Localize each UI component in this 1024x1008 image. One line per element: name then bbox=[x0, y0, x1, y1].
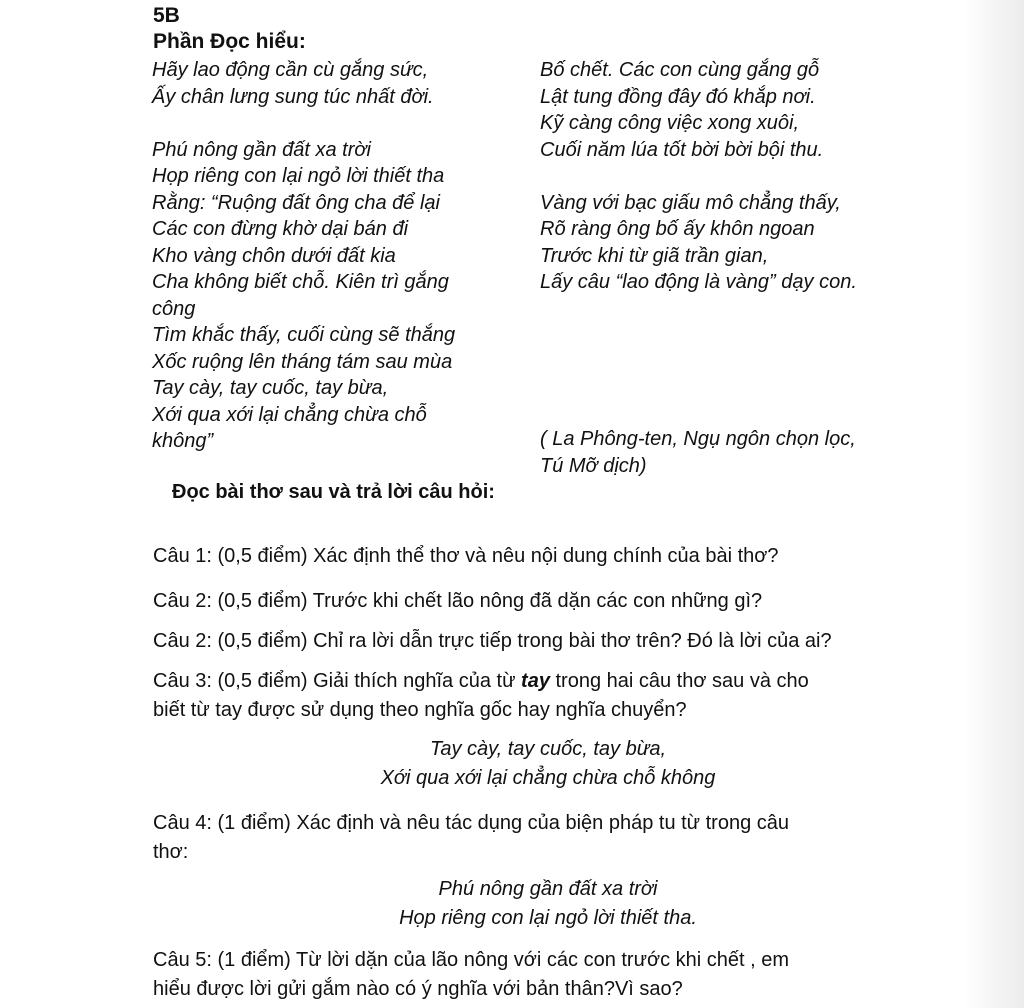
poem-line: Xốc ruộng lên tháng tám sau mùa bbox=[152, 350, 453, 373]
poem-line: Xới qua xới lại chẳng chừa chỗ bbox=[152, 403, 427, 426]
poem-line: không” bbox=[152, 430, 214, 452]
poem-line: Họp riêng con lại ngỏ lời thiết tha bbox=[152, 165, 445, 187]
section-title: Phần Đọc hiểu: bbox=[153, 30, 306, 53]
poem-line: Rõ ràng ông bố ấy khôn ngoan bbox=[540, 218, 815, 240]
poem-line: Rằng: “Ruộng đất ông cha để lại bbox=[152, 191, 440, 214]
source-line: Tú Mỡ dịch) bbox=[540, 454, 647, 477]
poem-line: Các con đừng khờ dại bán đi bbox=[152, 218, 409, 240]
question-4 bbox=[153, 809, 789, 867]
poem-line: Tìm khắc thấy, cuối cùng sẽ thắng bbox=[152, 324, 456, 346]
poem-line: Lật tung đồng đây đó khắp nơi. bbox=[540, 85, 816, 108]
poem-line bbox=[540, 163, 857, 190]
source-line: ( La Phông-ten, Ngụ ngôn chọn lọc, bbox=[540, 428, 856, 450]
poem-line: Tay cày, tay cuốc, tay bừa, bbox=[152, 377, 389, 399]
poem-line: Cha không biết chỗ. Kiên trì gắng bbox=[152, 271, 449, 293]
poem-line: Phú nông gần đất xa trời bbox=[152, 138, 371, 161]
question-3 bbox=[153, 667, 809, 725]
quote-line: Xới qua xới lại chẳng chừa chỗ không bbox=[380, 767, 716, 789]
question-text: Câu 2: (0,5 điểm) Trước khi chết lão nông đã dặn các con những gì? bbox=[153, 590, 763, 612]
question-text: hiểu được lời gửi gắm nào có ý nghĩa với bản thân?Vì sao? bbox=[153, 978, 683, 1000]
poem-line: Bố chết. Các con cùng gắng gỗ bbox=[540, 59, 820, 81]
quote-line: Tay cày, tay cuốc, tay bừa, bbox=[429, 738, 667, 760]
poem-line: công bbox=[152, 297, 196, 320]
question-text-line bbox=[153, 667, 809, 696]
question-text: trong hai câu thơ sau và cho bbox=[549, 670, 809, 692]
poem-source bbox=[540, 426, 856, 479]
poem-line: Kỹ càng công việc xong xuôi, bbox=[540, 112, 800, 134]
poem-right-column bbox=[540, 57, 857, 296]
poem-line: Cuối năm lúa tốt bời bời bội thu. bbox=[540, 138, 824, 161]
exam-code: 5B bbox=[153, 4, 180, 27]
instruction-heading: Đọc bài thơ sau và trả lời câu hỏi: bbox=[172, 481, 495, 503]
question-text: Câu 4: (1 điểm) Xác định và nêu tác dụng của biện pháp tu từ trong câu bbox=[153, 812, 790, 834]
poem-line: Kho vàng chôn dưới đất kia bbox=[152, 244, 396, 267]
question-2b bbox=[153, 627, 832, 656]
question-text: thơ: bbox=[153, 841, 189, 863]
question-text: Câu 3: (0,5 điểm) Giải thích nghĩa của từ bbox=[153, 670, 522, 692]
page-edge-shadow bbox=[964, 0, 1024, 1008]
emphasized-word: tay bbox=[521, 670, 550, 692]
poem-line bbox=[152, 110, 455, 137]
question-3-quote bbox=[153, 735, 943, 793]
question-text: Câu 2: (0,5 điểm) Chỉ ra lời dẫn trực tiếp trong bài thơ trên? Đó là lời của ai? bbox=[153, 630, 832, 652]
quote-line: Phú nông gần đất xa trời bbox=[438, 878, 658, 900]
question-text: Câu 1: (0,5 điểm) Xác định thể thơ và nêu nội dung chính của bài thơ? bbox=[153, 545, 779, 567]
poem-line: Ấy chân lưng sung túc nhất đời. bbox=[152, 85, 434, 108]
poem-left-column bbox=[152, 57, 455, 455]
question-2a bbox=[153, 587, 762, 616]
question-text: biết từ tay được sử dụng theo nghĩa gốc hay nghĩa chuyển? bbox=[153, 699, 687, 721]
question-4-quote bbox=[153, 875, 943, 933]
poem-line: Hãy lao động cần cù gắng sức, bbox=[152, 59, 429, 81]
poem-line: Vàng với bạc giấu mô chẳng thấy, bbox=[540, 191, 841, 214]
question-text: Câu 5: (1 điểm) Từ lời dặn của lão nông với các con trước khi chết , em bbox=[153, 949, 790, 971]
question-1 bbox=[153, 542, 779, 571]
question-5 bbox=[153, 946, 789, 1004]
poem-line: Lấy câu “lao động là vàng” dạy con. bbox=[540, 271, 857, 293]
poem-line: Trước khi từ giã trần gian, bbox=[540, 244, 769, 267]
quote-line: Họp riêng con lại ngỏ lời thiết tha. bbox=[399, 907, 697, 929]
